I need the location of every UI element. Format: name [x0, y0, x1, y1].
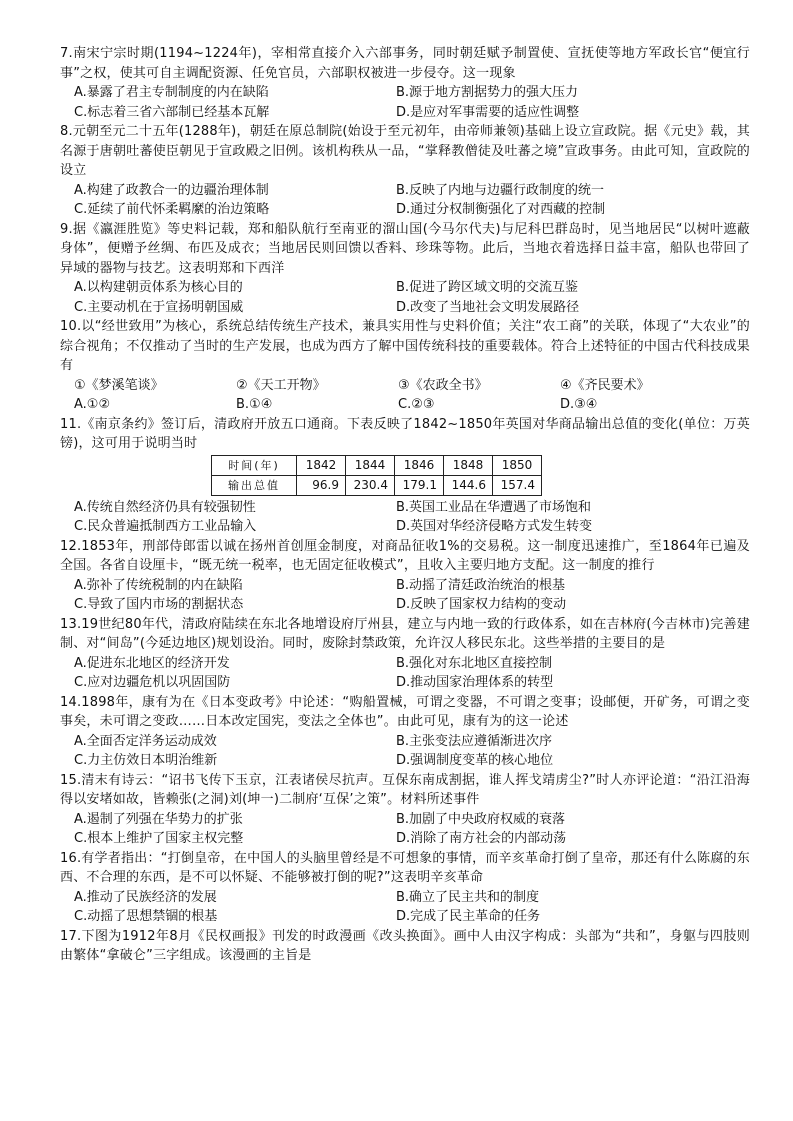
option-b: B.强化对东北地区直接控制: [396, 655, 553, 671]
option-d: D.消除了南方社会的内部动荡: [396, 831, 567, 846]
option-b: B.主张变法应遵循渐进次序: [396, 733, 553, 749]
option-b: B.确立了民主共和的制度: [396, 889, 540, 905]
option-d: D.推动国家治理体系的转型: [396, 675, 554, 690]
table-cell: 1850: [493, 455, 542, 475]
table-cell: 1842: [297, 455, 346, 475]
option-c: C.力主仿效日本明治维新: [74, 753, 218, 768]
question-stem: 12.1853年，刑部侍郎雷以诚在扬州首创厘金制度，对商品征收1%的交易税。这一制度迅速推广，至1864年已遍及全国。各省自设厘卡，“既无统一税率，也无固定征收模式”，且收入主要归地方支配。这一制度的推行: [60, 538, 750, 573]
option-c: C.根本上维护了国家主权完整: [74, 831, 244, 846]
table-header-cell: 输出总值: [212, 475, 297, 495]
option-d: D.强调制度变革的核心地位: [396, 753, 554, 768]
question-stem: 16.有学者指出：“打倒皇帝，在中国人的头脑里曾经是不可想象的事情，而辛亥革命打倒了皇帝，那还有什么陈腐的东西、不合理的东西，是不可以怀疑、不能够被打倒的呢?”这表明辛亥革命: [60, 850, 750, 885]
question-8: [60, 122, 750, 220]
options: [60, 498, 750, 537]
options: [60, 83, 750, 122]
table-cell: 179.1: [395, 475, 444, 495]
table-cell: 96.9: [297, 475, 346, 495]
option-b: B.加剧了中央政府权威的衰落: [396, 811, 566, 827]
options: [60, 395, 750, 415]
option-b: B.反映了内地与边疆行政制度的统一: [396, 182, 605, 198]
options: [60, 810, 750, 849]
option-a: A.①②: [74, 397, 111, 412]
option-a: A.传统自然经济仍具有较强韧性: [74, 499, 256, 515]
question-17: [60, 927, 750, 966]
table-cell: 1844: [346, 455, 395, 475]
options: [60, 888, 750, 927]
options: [60, 654, 750, 693]
question-9: [60, 220, 750, 318]
source-item-1: ①《梦溪笔谈》: [74, 377, 164, 393]
option-b: B.英国工业品在华遭遇了市场饱和: [396, 499, 592, 515]
source-item-4: ④《齐民要术》: [560, 377, 650, 393]
option-d: D.是应对军事需要的适应性调整: [396, 104, 580, 120]
question-13: [60, 615, 750, 693]
option-a: A.全面否定洋务运动成效: [74, 733, 217, 749]
question-stem: 11.《南京条约》签订后，清政府开放五口通商。下表反映了1842~1850年英国对华商品输出总值的变化(单位：万英镑)，这可用于说明当时: [60, 416, 750, 451]
option-c: C.民众普遍抵制西方工业品输入: [74, 519, 257, 534]
option-a: A.弥补了传统税制的内在缺陷: [74, 577, 243, 593]
table-cell: 144.6: [444, 475, 493, 495]
question-14: [60, 693, 750, 771]
question-stem: 14.1898年，康有为在《日本变政考》中论述：“购船置械，可谓之变器，不可谓之变事；设邮便，开矿务，可谓之变事矣，未可谓之变政……日本改定国宪，变法之全体也”。由此可见，康有为的这一论述: [60, 694, 750, 729]
question-12: [60, 537, 750, 615]
export-value-table: [211, 455, 542, 496]
option-c: C.②③: [398, 397, 435, 412]
options: [60, 576, 750, 615]
options: [60, 732, 750, 771]
options: [60, 278, 750, 317]
source-item-3: ③《农政全书》: [398, 377, 488, 393]
question-stem: 10.以“经世致用”为核心，系统总结传统生产技术，兼具实用性与史料价值；关注“农工商”的关联，体现了“大农业”的综合视角；不仅推动了当时的生产发展，也成为西方了解中国传统科技的重要载体。符合上述特征的中国古代科技成果有: [60, 319, 750, 373]
option-a: A.构建了政教合一的边疆治理体制: [74, 182, 269, 198]
option-d: D.改变了当地社会文明发展路径: [396, 299, 580, 315]
option-b: B.动摇了清廷政治统治的根基: [396, 577, 566, 593]
option-d: D.反映了国家权力结构的变动: [396, 597, 567, 612]
option-a: A.遏制了列强在华势力的扩张: [74, 811, 243, 827]
table-row: [212, 455, 542, 475]
table-cell: 157.4: [493, 475, 542, 495]
option-c: C.应对边疆危机以巩固国防: [74, 675, 231, 690]
option-c: C.导致了国内市场的割据状态: [74, 597, 244, 612]
question-7: [60, 44, 750, 122]
option-b: B.促进了跨区域文明的交流互鉴: [396, 280, 579, 295]
option-d: D.完成了民主革命的任务: [396, 909, 541, 924]
option-a: A.暴露了君主专制制度的内在缺陷: [74, 85, 269, 100]
question-11: [60, 415, 750, 537]
option-d: D.通过分权制衡强化了对西藏的控制: [396, 202, 606, 217]
option-d: D.英国对华经济侵略方式发生转变: [396, 519, 593, 534]
question-stem: 8.元朝至元二十五年(1288年)，朝廷在原总制院(始设于至元初年，由帝师兼领)基础上设立宣政院。据《元史》载，其名源于唐朝吐蕃使臣朝见于宣政殿之旧例。该机构秩从一品，“掌释教僧徒及吐蕃之境”宣政事务。由此可知，宣政院的设立: [60, 124, 750, 178]
option-a: A.推动了民族经济的发展: [74, 889, 217, 905]
question-stem: 9.据《瀛涯胜览》等史料记载，郑和船队航行至南亚的溜山国(今马尔代夫)与尼科巴群岛时，见当地居民“以树叶遮蔽身体”，便赠予丝绸、布匹及成衣；当地居民则回馈以香料、珍珠等物。此后，当地衣着选择日益丰富，船队也带回了异域的器物与技艺。这表明郑和下西洋: [60, 221, 750, 276]
question-16: [60, 849, 750, 927]
option-c: C.延续了前代怀柔羁縻的治边策略: [74, 202, 270, 217]
option-c: C.主要动机在于宣扬明朝国威: [74, 299, 244, 315]
table-cell: 1846: [395, 455, 444, 475]
option-d: D.③④: [560, 397, 598, 412]
question-10: [60, 317, 750, 415]
option-c: C.动摇了思想禁锢的根基: [74, 909, 218, 924]
option-a: A.以构建朝贡体系为核心目的: [74, 280, 243, 295]
source-item-2: ②《天工开物》: [236, 377, 326, 393]
table-cell: 230.4: [346, 475, 395, 495]
option-a: A.促进东北地区的经济开发: [74, 655, 230, 671]
question-stem: 15.清末有诗云：“诏书飞传下玉京，江表诸侯尽抗声。互保东南成割据，谁人挥戈靖虏尘?”时人亦评论道：“沿江沿海得以安堵如故，皆赖张(之洞)刘(坤一)二制府‘互保’之策”。材料所述事件: [60, 772, 750, 807]
table-row: [212, 475, 542, 495]
question-stem: 13.19世纪80年代，清政府陆续在东北各地增设府厅州县，建立与内地一致的行政体系，如在吉林府(今吉林市)完善建制、对“间岛”(今延边地区)规划设治。同时，废除封禁政策，允许汉人移民东北。这些举措的主要目的是: [60, 616, 750, 651]
options: [60, 181, 750, 220]
option-b: B.源于地方割据势力的强大压力: [396, 85, 579, 100]
question-15: [60, 771, 750, 849]
exam-page: [60, 44, 750, 966]
table-cell: 1848: [444, 455, 493, 475]
question-stem: 17.下图为1912年8月《民权画报》刊发的时政漫画《改头换面》。画中人由汉字构成：头部为“共和”，身躯与四肢则由繁体“拿破仑”三字组成。该漫画的主旨是: [60, 928, 750, 963]
source-items: [60, 376, 750, 396]
option-c: C.标志着三省六部制已经基本瓦解: [74, 104, 270, 120]
option-b: B.①④: [236, 397, 273, 412]
table-header-cell: 时间(年): [212, 455, 297, 475]
question-stem: 7.南宋宁宗时期(1194~1224年)，宰相常直接介入六部事务，同时朝廷赋予制置使、宣抚使等地方军政长官“便宜行事”之权，使其可自主调配资源、任免官员，六部职权被进一步侵夺。这一现象: [60, 46, 750, 81]
